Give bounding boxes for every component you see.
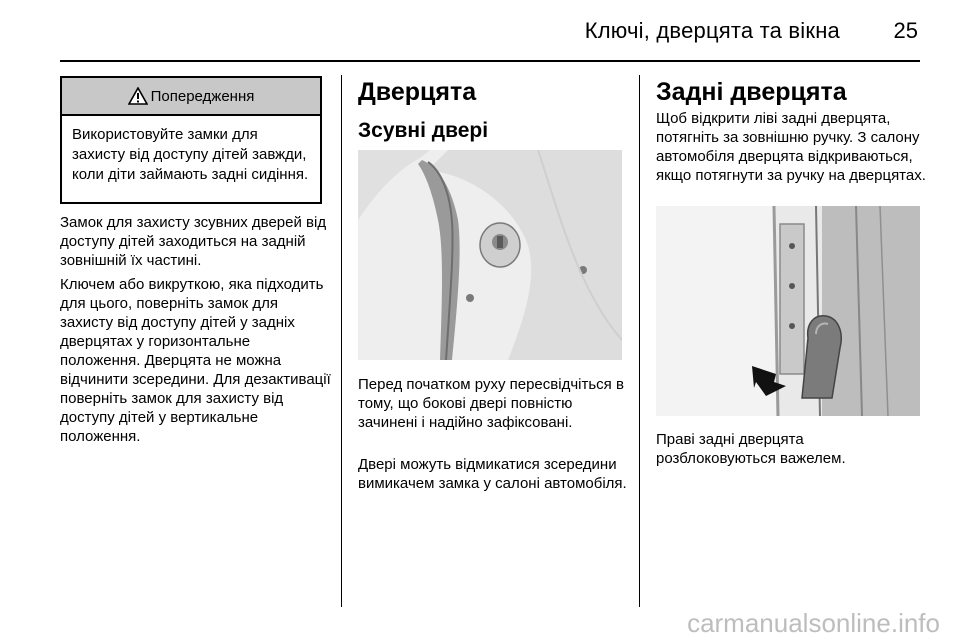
col3-paragraph-2: Праві задні дверцята розблоковуються важелем. (656, 431, 846, 467)
col1-paragraph-1: Замок для захисту зсувних дверей від доступу дітей заходиться на задній зовнішній їх частині. (60, 214, 327, 269)
col1-paragraph-2: Ключем або викруткою, яка підходить для цього, поверніть замок для захисту від доступу дітей у задніх дверцятах у горизонтальне положення. Дверцята не можна відчинити зсередини. Для дезактивації поверніть замок для захисту від доступу дітей у вертикальне положення. (60, 276, 331, 445)
subheading-sliding-doors: Зсувні двері (358, 119, 489, 142)
rear-door-lever-figure (656, 206, 920, 416)
column-divider-1 (341, 75, 342, 607)
warning-header (62, 78, 320, 116)
section-heading-rear-doors: Задні дверцята (656, 78, 847, 106)
sliding-door-lock-figure (358, 150, 622, 360)
watermark: carmanualsonline.info (687, 608, 940, 638)
page-header-title: Ключі, дверцята та вікна (584, 18, 840, 43)
warning-box (60, 76, 322, 204)
column-divider-2 (639, 75, 640, 607)
section-heading-doors: Дверцята (358, 78, 477, 106)
col3-paragraph-1: Щоб відкрити ліві задні дверцята, потягніть за зовнішню ручку. З салону автомобіля дверцята відкриваються, якщо потягнути за ручку на дверцятах. (656, 110, 926, 184)
warning-title: Попередження (150, 87, 255, 105)
page-number: 25 (893, 18, 918, 43)
warning-triangle-icon (128, 87, 148, 105)
col2-paragraph-2: Двері можуть відмикатися зсередини вимикачем замка у салоні автомобіля. (358, 456, 627, 492)
header-rule (60, 60, 920, 62)
col2-paragraph-1: Перед початком руху пересвідчіться в тому, що бокові двері повністю зачинені і надійно зафіксовані. (358, 376, 624, 431)
warning-body: Використовуйте замки для захисту від доступу дітей завжди, коли діти займають задні сидіння. (72, 126, 309, 183)
